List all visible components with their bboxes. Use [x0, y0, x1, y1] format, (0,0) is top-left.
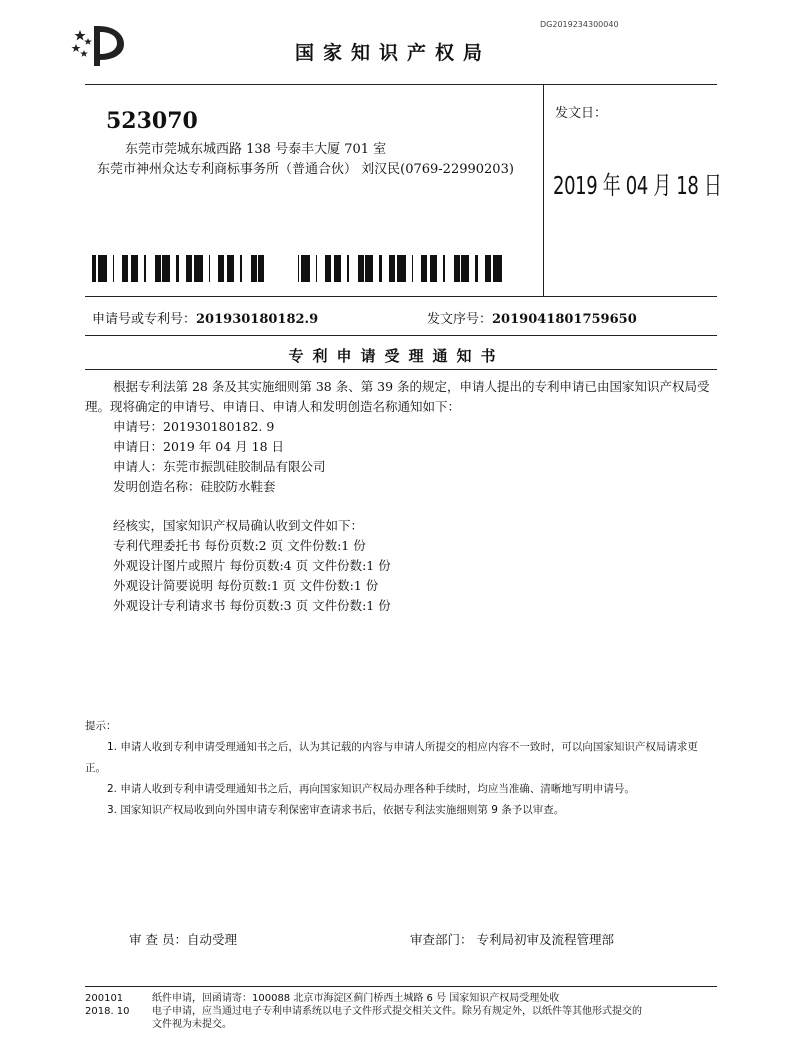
- barcode-bar: [467, 255, 469, 282]
- barcode-bar: [134, 255, 137, 282]
- barcode-bar: [475, 255, 478, 282]
- barcode-bar: [251, 255, 252, 282]
- barcode-bar: [240, 255, 242, 282]
- barcode-bar: [379, 255, 382, 282]
- agency-line: 东莞市神州众达专利商标事务所（普通合伙） 刘汉民(0769-22990203): [97, 162, 514, 177]
- barcode-bar: [252, 255, 254, 282]
- tip-item: 2. 申请人收到专利申请受理通知书之后，再向国家知识产权局办理各种手续时，均应当准确、清晰地写明申请号。: [107, 783, 635, 795]
- barcode-bar: [370, 255, 371, 282]
- frame-divider: [543, 84, 544, 296]
- barcode-bar: [176, 255, 179, 282]
- barcode-bar: [457, 255, 460, 282]
- application-number: [92, 308, 318, 327]
- barcode-bar: [168, 255, 170, 282]
- barcode-bar: [194, 255, 197, 282]
- barcode-bar: [305, 255, 307, 282]
- serial-number: [427, 308, 637, 327]
- barcode-bar: [443, 255, 445, 282]
- barcode-left: [92, 255, 264, 282]
- barcode-bar: [361, 255, 364, 282]
- barcode-bar: [454, 255, 455, 282]
- postcode: 523070: [106, 108, 198, 134]
- barcode-bar: [222, 255, 224, 282]
- footer-electronic-note: 电子申请，应当通过电子专利申请系统以电子文件形式提交相关文件。除另有规定外，以纸件等其他形式提交的: [152, 1006, 642, 1017]
- barcode-bar: [132, 255, 134, 282]
- barcode-bar: [340, 255, 341, 282]
- mailing-address: [97, 140, 514, 180]
- barcode-bar: [337, 255, 340, 282]
- barcode-bar: [436, 255, 437, 282]
- barcode-bar: [263, 255, 264, 282]
- barcode-bar: [461, 255, 463, 282]
- barcode-bar: [490, 255, 491, 282]
- barcode-bar: [401, 255, 403, 282]
- form-code: 200101: [85, 993, 124, 1004]
- barcode-bar: [301, 255, 304, 282]
- barcode-bar: [260, 255, 263, 282]
- send-date-label: 发文日：: [555, 106, 608, 121]
- barcode-bar: [158, 255, 161, 282]
- barcode-bar: [191, 255, 192, 282]
- barcode-bar: [371, 255, 373, 282]
- barcode-bar: [221, 255, 222, 282]
- title-rule: [85, 369, 717, 370]
- barcode-bar: [334, 255, 335, 282]
- footer-electronic-note-cont: 文件视为未提交。: [152, 1019, 232, 1030]
- barcode-bar: [493, 255, 496, 282]
- barcode-bar: [104, 255, 107, 282]
- barcode-right: [298, 255, 504, 282]
- barcode-bar: [497, 255, 499, 282]
- barcode-bar: [394, 255, 395, 282]
- barcode-bar: [113, 255, 114, 282]
- barcode-bar: [365, 255, 367, 282]
- barcode-bar: [197, 255, 198, 282]
- barcode-bar: [397, 255, 400, 282]
- document-item: 外观设计简要说明 每份页数:1 页 文件份数:1 份: [113, 578, 379, 593]
- barcode-bar: [412, 255, 413, 282]
- barcode-bar: [389, 255, 391, 282]
- barcode-bar: [155, 255, 156, 282]
- barcode-bar: [126, 255, 128, 282]
- barcode-bar: [137, 255, 138, 282]
- serial-number-value: 2019041801759650: [492, 312, 637, 327]
- barcode-bar: [466, 255, 467, 282]
- barcode-bar: [325, 255, 328, 282]
- barcode-bar: [499, 255, 502, 282]
- document-item: 外观设计图片或照片 每份页数:4 页 文件份数:1 份: [113, 558, 391, 573]
- barcode-bar: [433, 255, 436, 282]
- barcode-bar: [335, 255, 337, 282]
- barcode-bar: [329, 255, 331, 282]
- barcode-bar: [101, 255, 102, 282]
- barcode-bar: [131, 255, 132, 282]
- document-item: 外观设计专利请求书 每份页数:3 页 文件份数:1 份: [113, 598, 391, 613]
- barcode-bar: [162, 255, 164, 282]
- barcode-bar: [298, 255, 299, 282]
- barcode-bar: [328, 255, 329, 282]
- barcode-bar: [316, 255, 317, 282]
- barcode-bar: [186, 255, 188, 282]
- form-version: 2018. 10: [85, 1006, 130, 1017]
- footer: [85, 992, 725, 1031]
- barcode-bar: [233, 255, 234, 282]
- serial-number-label: 发文序号：: [427, 312, 493, 327]
- tip-item: 1. 申请人收到专利申请受理通知书之后，认为其记载的内容与申请人所提交的相应内容不一致时，可以向国家知识产权局请求更正。: [85, 741, 698, 774]
- barcode-bar: [188, 255, 191, 282]
- footer-rule: [85, 986, 717, 987]
- barcode-bar: [95, 255, 96, 282]
- intro-paragraph: 根据专利法第 28 条及其实施细则第 38 条、第 39 条的规定，申请人提出的专利申请已由国家知识产权局受理。现将确定的申请号、申请日、申请人和发明创造名称通知如下：: [85, 379, 710, 414]
- department: 审查部门： 专利局初审及流程管理部: [410, 932, 614, 947]
- barcode-bar: [307, 255, 310, 282]
- documents-intro: 经核实，国家知识产权局确认收到文件如下：: [113, 518, 364, 533]
- barcode-bar: [218, 255, 221, 282]
- barcode-bar: [156, 255, 158, 282]
- barcode-bar: [485, 255, 487, 282]
- address-line: 东莞市莞城东城西路 138 号泰丰大厦 701 室: [125, 142, 387, 157]
- tips-section: [85, 716, 717, 821]
- barcode-bar: [430, 255, 431, 282]
- barcode-bar: [254, 255, 257, 282]
- barcode-bar: [431, 255, 433, 282]
- barcode-bar: [304, 255, 305, 282]
- barcode-bar: [496, 255, 497, 282]
- field-design-name: 发明创造名称：硅胶防水鞋套: [113, 479, 276, 494]
- application-number-value: 201930180182.9: [196, 312, 319, 327]
- cnipa-logo-icon: [70, 22, 130, 68]
- barcode-bar: [200, 255, 203, 282]
- field-application-date: 申请日：2019 年 04 月 18 日: [113, 439, 284, 454]
- field-application-number: 申请号：201930180182. 9: [113, 419, 275, 434]
- barcode-bar: [122, 255, 125, 282]
- barcode-bar: [209, 255, 210, 282]
- tip-item: 3. 国家知识产权局收到向外国申请专利保密审查请求书后，依据专利法实施细则第 9 条予以审查。: [107, 804, 565, 816]
- barcode-bar: [102, 255, 104, 282]
- notice-body: [85, 377, 717, 616]
- barcode-bar: [125, 255, 126, 282]
- barcode-bar: [400, 255, 401, 282]
- document-id: DG2019234300040: [540, 20, 619, 29]
- barcode-bar: [228, 255, 230, 282]
- barcode-bar: [198, 255, 200, 282]
- barcode-bar: [167, 255, 168, 282]
- office-name: 国家知识产权局: [295, 42, 492, 64]
- barcode-bar: [230, 255, 233, 282]
- barcode-bar: [258, 255, 260, 282]
- barcode-bar: [421, 255, 424, 282]
- barcode-bar: [463, 255, 466, 282]
- barcode-bar: [227, 255, 228, 282]
- notice-title: 专利申请受理通知书: [288, 347, 505, 365]
- barcode-bar: [92, 255, 95, 282]
- barcode-bar: [358, 255, 359, 282]
- frame-divider: [85, 296, 717, 297]
- barcode-bar: [391, 255, 394, 282]
- barcode-bar: [98, 255, 101, 282]
- barcode-bar: [164, 255, 167, 282]
- send-date-value: 2019 年 04 月 18 日: [553, 171, 722, 200]
- barcode-bar: [347, 255, 349, 282]
- barcode-bar: [424, 255, 425, 282]
- document-item: 专利代理委托书 每份页数:2 页 文件份数:1 份: [113, 538, 366, 553]
- barcode-bar: [367, 255, 370, 282]
- tips-heading: 提示：: [85, 720, 117, 732]
- barcode-bar: [144, 255, 146, 282]
- barcode-bar: [403, 255, 406, 282]
- barcode-bar: [487, 255, 490, 282]
- barcode-bar: [455, 255, 457, 282]
- barcode-bar: [425, 255, 427, 282]
- barcode-bar: [359, 255, 361, 282]
- examiner: 审 查 员：自动受理: [129, 932, 237, 947]
- application-number-label: 申请号或专利号：: [92, 312, 197, 327]
- footer-paper-note: 纸件申请，回函请寄：100088 北京市海淀区蓟门桥西土城路 6 号 国家知识产权局受理处收: [152, 993, 560, 1004]
- field-applicant: 申请人：东莞市振凯硅胶制品有限公司: [113, 459, 326, 474]
